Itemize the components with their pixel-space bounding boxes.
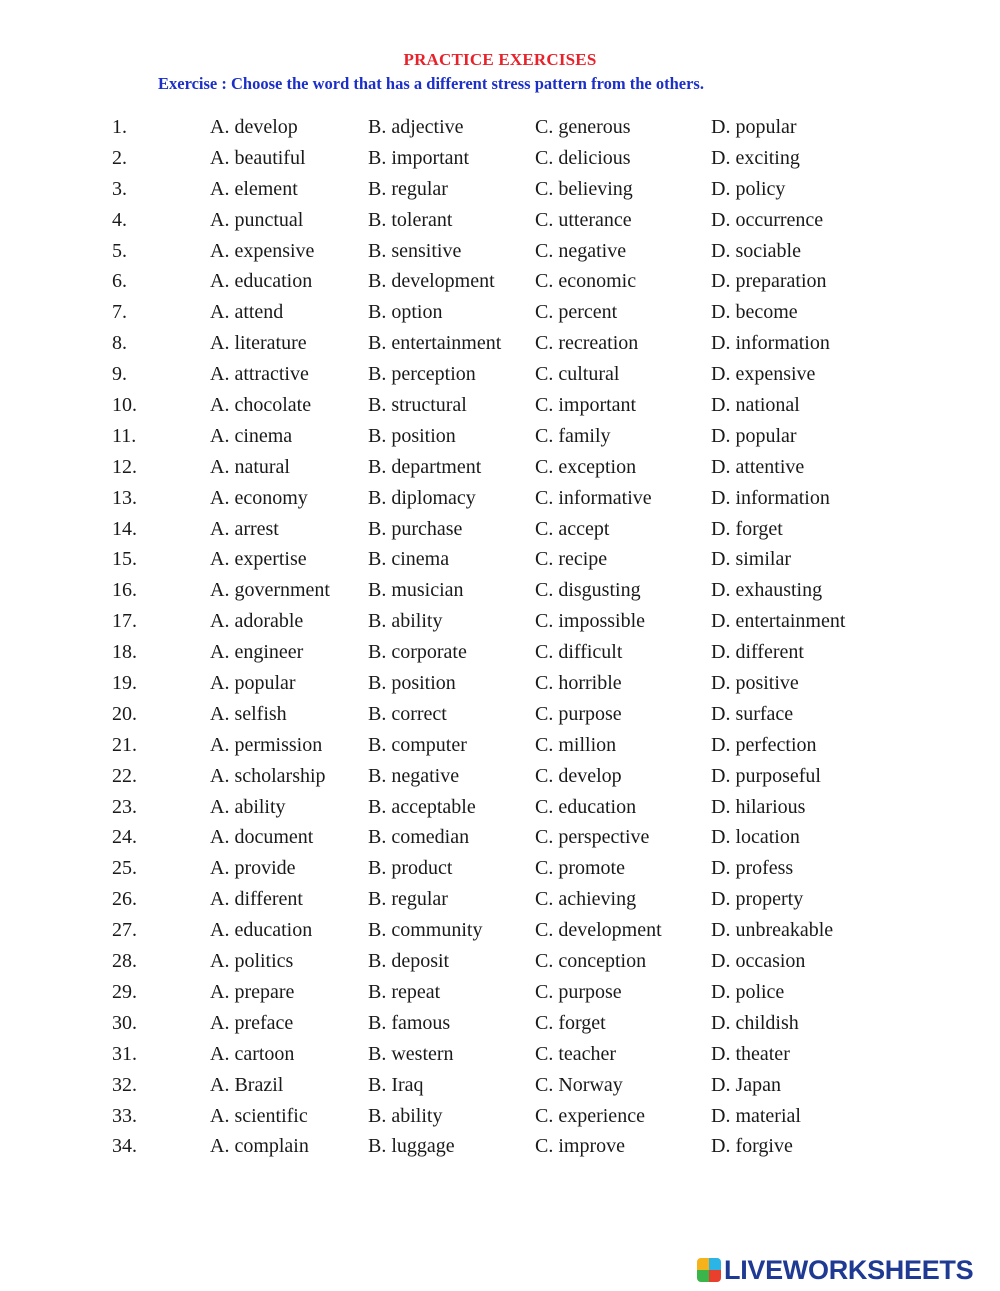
option-c[interactable]: C. exception [535, 455, 637, 478]
option-b[interactable]: B. negative [368, 764, 460, 787]
option-d[interactable]: D. exciting [711, 146, 800, 169]
option-d[interactable]: D. positive [711, 672, 799, 695]
option-a[interactable]: A. beautiful [210, 146, 306, 169]
question-number: 3. [112, 177, 127, 200]
question-number: 26. [112, 888, 137, 911]
question-number: 24. [112, 826, 137, 849]
option-a[interactable]: A. ability [210, 795, 286, 818]
question-row [0, 1070, 1000, 1101]
question-row [0, 822, 1000, 853]
option-d[interactable]: D. purposeful [711, 764, 821, 787]
option-b[interactable]: B. cinema [368, 548, 450, 571]
option-a[interactable]: A. attractive [210, 363, 309, 386]
option-a[interactable]: A. cartoon [210, 1042, 295, 1065]
option-a[interactable]: A. complain [210, 1135, 309, 1158]
question-row [0, 884, 1000, 915]
option-c[interactable]: C. develop [535, 764, 622, 787]
question-number: 8. [112, 332, 127, 355]
option-b[interactable]: B. development [368, 270, 495, 293]
question-number: 2. [112, 146, 127, 169]
option-c[interactable]: C. recipe [535, 548, 608, 571]
question-number: 23. [112, 795, 137, 818]
option-a[interactable]: A. develop [210, 116, 298, 138]
liveworksheets-logo [697, 1254, 973, 1286]
option-a[interactable]: A. popular [210, 672, 296, 695]
option-a[interactable]: A. expertise [210, 548, 307, 571]
question-number: 30. [112, 1011, 137, 1034]
option-b[interactable]: B. department [368, 455, 482, 478]
option-c[interactable]: C. promote [535, 857, 625, 880]
option-d[interactable]: D. popular [711, 116, 797, 138]
option-d[interactable]: D. similar [711, 548, 791, 571]
option-b[interactable]: B. corporate [368, 641, 467, 664]
question-row [0, 483, 1000, 514]
option-d[interactable]: D. theater [711, 1042, 790, 1065]
option-a[interactable]: A. provide [210, 857, 296, 880]
question-number: 11. [112, 424, 137, 447]
option-b[interactable]: B. regular [368, 177, 448, 200]
option-d[interactable]: D. forget [711, 517, 783, 540]
option-d[interactable]: D. childish [711, 1011, 799, 1034]
question-number: 28. [112, 950, 137, 973]
question-number: 16. [112, 579, 137, 602]
option-a[interactable]: A. document [210, 826, 314, 849]
question-row [0, 792, 1000, 823]
option-c[interactable]: C. family [535, 424, 611, 447]
question-row [0, 514, 1000, 545]
logo-text: LIVEWORKSHEETS [724, 1254, 974, 1285]
question-number: 32. [112, 1073, 137, 1096]
question-row [0, 205, 1000, 236]
option-c[interactable]: C. informative [535, 486, 652, 509]
question-number: 9. [112, 363, 127, 386]
option-b[interactable]: B. diplomacy [368, 486, 476, 509]
question-number: 21. [112, 733, 137, 756]
option-c[interactable]: C. million [535, 733, 617, 756]
option-c[interactable]: C. delicious [535, 146, 631, 169]
option-b[interactable]: B. adjective [368, 116, 464, 138]
question-list [0, 112, 1000, 1162]
option-c[interactable]: C. perspective [535, 826, 650, 849]
option-b[interactable]: B. ability [368, 610, 443, 633]
option-c[interactable]: C. disgusting [535, 579, 641, 602]
question-row [0, 1008, 1000, 1039]
option-c[interactable]: C. conception [535, 950, 647, 973]
question-row [0, 266, 1000, 297]
option-c[interactable]: C. believing [535, 177, 633, 200]
option-a[interactable]: A. expensive [210, 239, 315, 262]
question-row [0, 390, 1000, 421]
option-a[interactable]: A. selfish [210, 702, 287, 725]
liveworksheets-logo-icon [697, 1258, 721, 1282]
question-row [0, 637, 1000, 668]
option-a[interactable]: A. different [210, 888, 303, 911]
option-b[interactable]: B. perception [368, 363, 476, 386]
question-number: 10. [112, 394, 137, 417]
exercise-instruction: Exercise : Choose the word that has a different stress pattern from the others. [158, 74, 704, 93]
option-b[interactable]: B. structural [368, 394, 467, 417]
option-c[interactable]: C. development [535, 919, 662, 942]
question-number: 34. [112, 1135, 137, 1158]
option-d[interactable]: D. location [711, 826, 800, 849]
question-row [0, 112, 1000, 143]
option-d[interactable]: D. occasion [711, 950, 806, 973]
question-row [0, 328, 1000, 359]
option-b[interactable]: B. deposit [368, 950, 450, 973]
question-number: 14. [112, 517, 137, 540]
option-d[interactable]: D. Japan [711, 1073, 781, 1096]
option-c[interactable]: C. difficult [535, 641, 623, 664]
option-c[interactable]: C. purpose [535, 702, 622, 725]
option-d[interactable]: D. sociable [711, 239, 801, 262]
question-row [0, 761, 1000, 792]
option-b[interactable]: B. purchase [368, 517, 463, 540]
option-c[interactable]: C. experience [535, 1104, 645, 1127]
question-number: 5. [112, 239, 127, 262]
option-a[interactable]: A. Brazil [210, 1073, 284, 1096]
option-a[interactable]: A. preface [210, 1011, 294, 1034]
option-d[interactable]: D. perfection [711, 733, 817, 756]
option-a[interactable]: A. permission [210, 733, 323, 756]
option-b[interactable]: B. product [368, 857, 453, 880]
option-b[interactable]: B. regular [368, 888, 448, 911]
question-number: 15. [112, 548, 137, 571]
option-b[interactable]: B. tolerant [368, 208, 453, 231]
option-d[interactable]: D. different [711, 641, 804, 664]
option-b[interactable]: B. correct [368, 702, 447, 725]
page-title: PRACTICE EXERCISES [403, 50, 597, 69]
option-d[interactable]: D. entertainment [711, 610, 846, 633]
question-number: 4. [112, 208, 127, 231]
question-row [0, 1039, 1000, 1070]
option-c[interactable]: C. generous [535, 116, 631, 138]
question-row [0, 359, 1000, 390]
question-row [0, 668, 1000, 699]
option-b[interactable]: B. entertainment [368, 332, 502, 355]
option-a[interactable]: A. arrest [210, 517, 279, 540]
option-c[interactable]: C. important [535, 394, 637, 417]
option-a[interactable]: A. engineer [210, 641, 304, 664]
question-row [0, 915, 1000, 946]
option-c[interactable]: C. horrible [535, 672, 622, 695]
option-c[interactable]: C. recreation [535, 332, 639, 355]
question-row [0, 853, 1000, 884]
option-a[interactable]: A. literature [210, 332, 307, 355]
question-number: 22. [112, 764, 137, 787]
question-row [0, 977, 1000, 1008]
option-d[interactable]: D. national [711, 394, 800, 417]
option-a[interactable]: A. attend [210, 301, 284, 324]
question-number: 20. [112, 702, 137, 725]
option-c[interactable]: C. forget [535, 1011, 606, 1034]
question-number: 1. [112, 116, 127, 138]
option-c[interactable]: C. impossible [535, 610, 646, 633]
option-a[interactable]: A. prepare [210, 980, 295, 1003]
option-c[interactable]: C. negative [535, 239, 627, 262]
question-number: 29. [112, 980, 137, 1003]
option-c[interactable]: C. economic [535, 270, 637, 293]
option-a[interactable]: A. adorable [210, 610, 304, 633]
option-d[interactable]: D. hilarious [711, 795, 806, 818]
question-number: 31. [112, 1042, 137, 1065]
question-number: 19. [112, 672, 137, 695]
option-d[interactable]: D. exhausting [711, 579, 823, 602]
option-b[interactable]: B. musician [368, 579, 464, 602]
option-b[interactable]: B. western [368, 1042, 454, 1065]
option-d[interactable]: D. profess [711, 857, 794, 880]
option-b[interactable]: B. option [368, 301, 443, 324]
option-d[interactable]: D. unbreakable [711, 919, 834, 942]
option-d[interactable]: D. policy [711, 177, 786, 200]
question-number: 12. [112, 455, 137, 478]
question-number: 33. [112, 1104, 137, 1127]
option-c[interactable]: C. accept [535, 517, 610, 540]
option-d[interactable]: D. expensive [711, 363, 816, 386]
option-a[interactable]: A. punctual [210, 208, 304, 231]
question-row [0, 452, 1000, 483]
question-number: 27. [112, 919, 137, 942]
question-row [0, 606, 1000, 637]
option-c[interactable]: C. Norway [535, 1073, 623, 1096]
option-c[interactable]: C. improve [535, 1135, 625, 1158]
option-b[interactable]: B. acceptable [368, 795, 476, 818]
option-c[interactable]: C. cultural [535, 363, 620, 386]
question-row [0, 143, 1000, 174]
question-number: 25. [112, 857, 137, 880]
option-d[interactable]: D. popular [711, 424, 797, 447]
question-number: 18. [112, 641, 137, 664]
question-number: 17. [112, 610, 137, 633]
question-row [0, 297, 1000, 328]
option-d[interactable]: D. police [711, 980, 785, 1003]
option-a[interactable]: A. chocolate [210, 394, 312, 417]
question-row [0, 730, 1000, 761]
option-b[interactable]: B. ability [368, 1104, 443, 1127]
option-a[interactable]: A. cinema [210, 424, 293, 447]
option-c[interactable]: C. utterance [535, 208, 632, 231]
question-row [0, 699, 1000, 730]
question-row [0, 1101, 1000, 1132]
option-b[interactable]: B. important [368, 146, 470, 169]
question-row [0, 1131, 1000, 1162]
option-c[interactable]: C. education [535, 795, 637, 818]
option-b[interactable]: B. position [368, 672, 456, 695]
option-b[interactable]: B. community [368, 919, 483, 942]
option-d[interactable]: D. forgive [711, 1135, 793, 1158]
question-row [0, 575, 1000, 606]
question-row [0, 236, 1000, 267]
question-row [0, 946, 1000, 977]
question-row [0, 174, 1000, 205]
option-c[interactable]: C. percent [535, 301, 618, 324]
option-a[interactable]: A. education [210, 919, 313, 942]
option-a[interactable]: A. scientific [210, 1104, 308, 1127]
question-row [0, 421, 1000, 452]
option-d[interactable]: D. information [711, 486, 830, 509]
option-b[interactable]: B. Iraq [368, 1073, 424, 1096]
option-c[interactable]: C. achieving [535, 888, 637, 911]
option-a[interactable]: A. education [210, 270, 313, 293]
option-a[interactable]: A. element [210, 177, 298, 200]
question-number: 13. [112, 486, 137, 509]
option-b[interactable]: B. comedian [368, 826, 470, 849]
option-c[interactable]: C. teacher [535, 1042, 617, 1065]
question-number: 7. [112, 301, 127, 324]
question-row [0, 544, 1000, 575]
option-d[interactable]: D. property [711, 888, 804, 911]
option-d[interactable]: D. preparation [711, 270, 827, 293]
option-a[interactable]: A. natural [210, 455, 290, 478]
option-d[interactable]: D. attentive [711, 455, 805, 478]
option-d[interactable]: D. information [711, 332, 830, 355]
option-b[interactable]: B. sensitive [368, 239, 462, 262]
option-d[interactable]: D. material [711, 1104, 801, 1127]
option-b[interactable]: B. famous [368, 1011, 451, 1034]
option-a[interactable]: A. scholarship [210, 764, 326, 787]
option-c[interactable]: C. purpose [535, 980, 622, 1003]
option-d[interactable]: D. occurrence [711, 208, 824, 231]
option-a[interactable]: A. government [210, 579, 330, 602]
option-a[interactable]: A. economy [210, 486, 308, 509]
option-d[interactable]: D. surface [711, 702, 794, 725]
option-a[interactable]: A. politics [210, 950, 294, 973]
option-b[interactable]: B. position [368, 424, 456, 447]
question-number: 6. [112, 270, 127, 293]
option-b[interactable]: B. computer [368, 733, 467, 756]
option-b[interactable]: B. repeat [368, 980, 441, 1003]
option-d[interactable]: D. become [711, 301, 798, 324]
option-b[interactable]: B. luggage [368, 1135, 455, 1158]
